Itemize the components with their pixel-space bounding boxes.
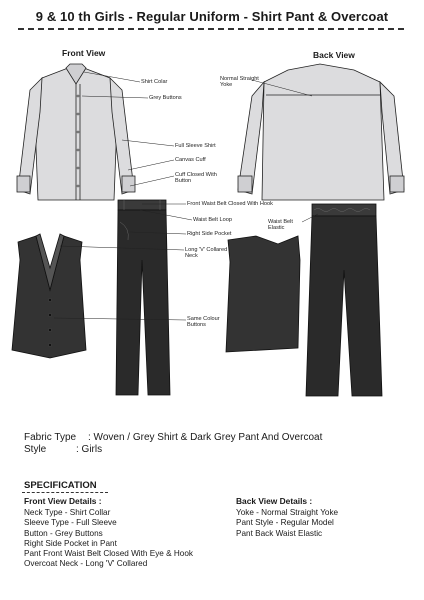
- front-details-heading: Front View Details :: [24, 496, 102, 506]
- front-pant-drawing: [116, 200, 170, 395]
- callout-waist-elastic: Waist Belt Elastic: [268, 219, 293, 232]
- callout-shirt-collar: Shirt Colar: [141, 79, 168, 85]
- front-detail-item: Right Side Pocket in Pant: [24, 538, 117, 548]
- front-shirt-drawing: [17, 64, 135, 200]
- callout-waist-belt-loop: Waist Belt Loop: [193, 217, 232, 223]
- style-value: : Girls: [76, 444, 103, 455]
- callout-v-neck: Long 'V' Collared Neck: [185, 247, 228, 260]
- front-detail-item: Pant Front Waist Belt Closed With Eye & Hook: [24, 549, 193, 559]
- back-detail-item: Yoke - Normal Straight Yoke: [236, 508, 339, 517]
- callout-canvas-cuff: Canvas Cuff: [175, 157, 206, 163]
- back-detail-item: Pant Back Waist Elastic: [236, 528, 323, 538]
- callout-same-buttons: Same Colour Buttons: [187, 316, 220, 329]
- front-detail-item: Button - Grey Buttons: [24, 528, 103, 538]
- back-view-label: Back View: [313, 50, 355, 60]
- specification-heading: SPECIFICATION: [24, 480, 97, 491]
- callout-cuff-closed: Cuff Closed With Button: [175, 172, 217, 185]
- back-pant-drawing: [306, 204, 382, 396]
- front-detail-item: Sleeve Type - Full Sleeve: [24, 518, 117, 528]
- callout-right-pocket: Right Side Pocket: [187, 231, 232, 237]
- back-details-heading: Back View Details :: [236, 496, 313, 506]
- front-details-list: [24, 508, 193, 570]
- front-vest-drawing: [12, 234, 86, 358]
- specification-divider: [22, 492, 108, 493]
- style-label: Style: [24, 444, 47, 455]
- callout-waist-belt-hook: Front Waist Belt Closed With Hook: [187, 201, 273, 207]
- back-vest-drawing: [226, 236, 300, 352]
- back-details-list: [236, 508, 338, 539]
- callout-grey-buttons: Grey Buttons: [149, 95, 182, 101]
- front-view-label: Front View: [62, 48, 106, 58]
- front-detail-item: Overcoat Neck - Long 'V' Collared: [24, 559, 148, 569]
- callout-full-sleeve: Full Sleeve Shirt: [175, 143, 216, 149]
- callout-normal-yoke: Normal Straight Yoke: [220, 76, 259, 89]
- front-detail-item: Neck Type - Shirt Collar: [24, 508, 111, 517]
- back-detail-item: Pant Style - Regular Model: [236, 518, 334, 528]
- page-title: 9 & 10 th Girls - Regular Uniform - Shirt Pant & Overcoat: [35, 9, 389, 24]
- fabric-type-value: : Woven / Grey Shirt & Dark Grey Pant And Overcoat: [88, 432, 323, 443]
- fabric-type-label: Fabric Type: [24, 432, 77, 443]
- back-shirt-drawing: [238, 64, 404, 200]
